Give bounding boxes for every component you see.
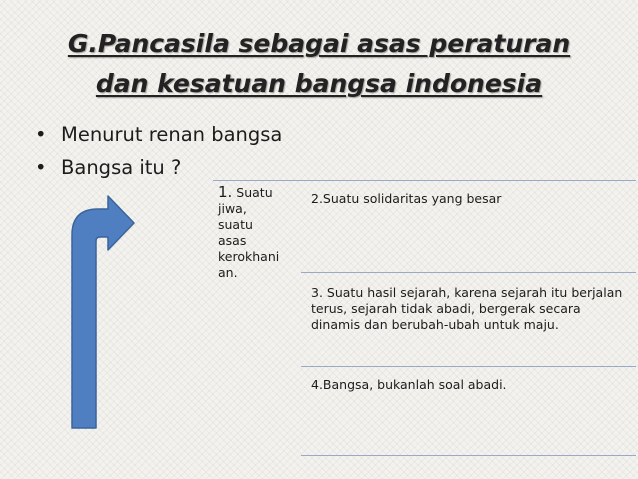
bent-up-right-arrow-icon <box>62 190 142 432</box>
bullet-dot: • <box>35 156 47 179</box>
column-1-line: kerokhani <box>218 249 280 264</box>
bullet-item <box>35 118 282 151</box>
bullet-list <box>35 118 282 184</box>
column-1-line: jiwa, <box>218 201 247 216</box>
bullet-text: Bangsa itu ? <box>61 156 182 179</box>
title-line-2: dan kesatuan bangsa indonesia <box>95 69 543 98</box>
title-line-1: G.Pancasila sebagai asas peraturan <box>67 29 571 58</box>
table-divider <box>213 180 636 181</box>
column-1-line: an. <box>218 265 238 280</box>
table-divider <box>301 366 636 367</box>
table-divider <box>301 272 636 273</box>
table-cell-2: 2.Suatu solidaritas yang besar <box>311 191 502 206</box>
column-1-line: suatu <box>218 217 253 232</box>
column-1-number: 1. <box>218 183 233 201</box>
column-1-first-word: Suatu <box>232 185 273 200</box>
column-1-line <box>218 184 298 201</box>
column-1-text <box>218 184 298 281</box>
slide-title <box>0 24 638 104</box>
table-cell-3: 3. Suatu hasil sejarah, karena sejarah itu berjalan terus, sejarah tidak abadi, bergerak secara dinamis dan berubah-ubah untuk maju. <box>311 285 623 332</box>
table-cell-4: 4.Bangsa, bukanlah soal abadi. <box>311 377 507 392</box>
column-1-line: asas <box>218 233 247 248</box>
bullet-dot: • <box>35 123 47 146</box>
bullet-text: Menurut renan bangsa <box>61 123 283 146</box>
table-divider <box>301 455 636 456</box>
